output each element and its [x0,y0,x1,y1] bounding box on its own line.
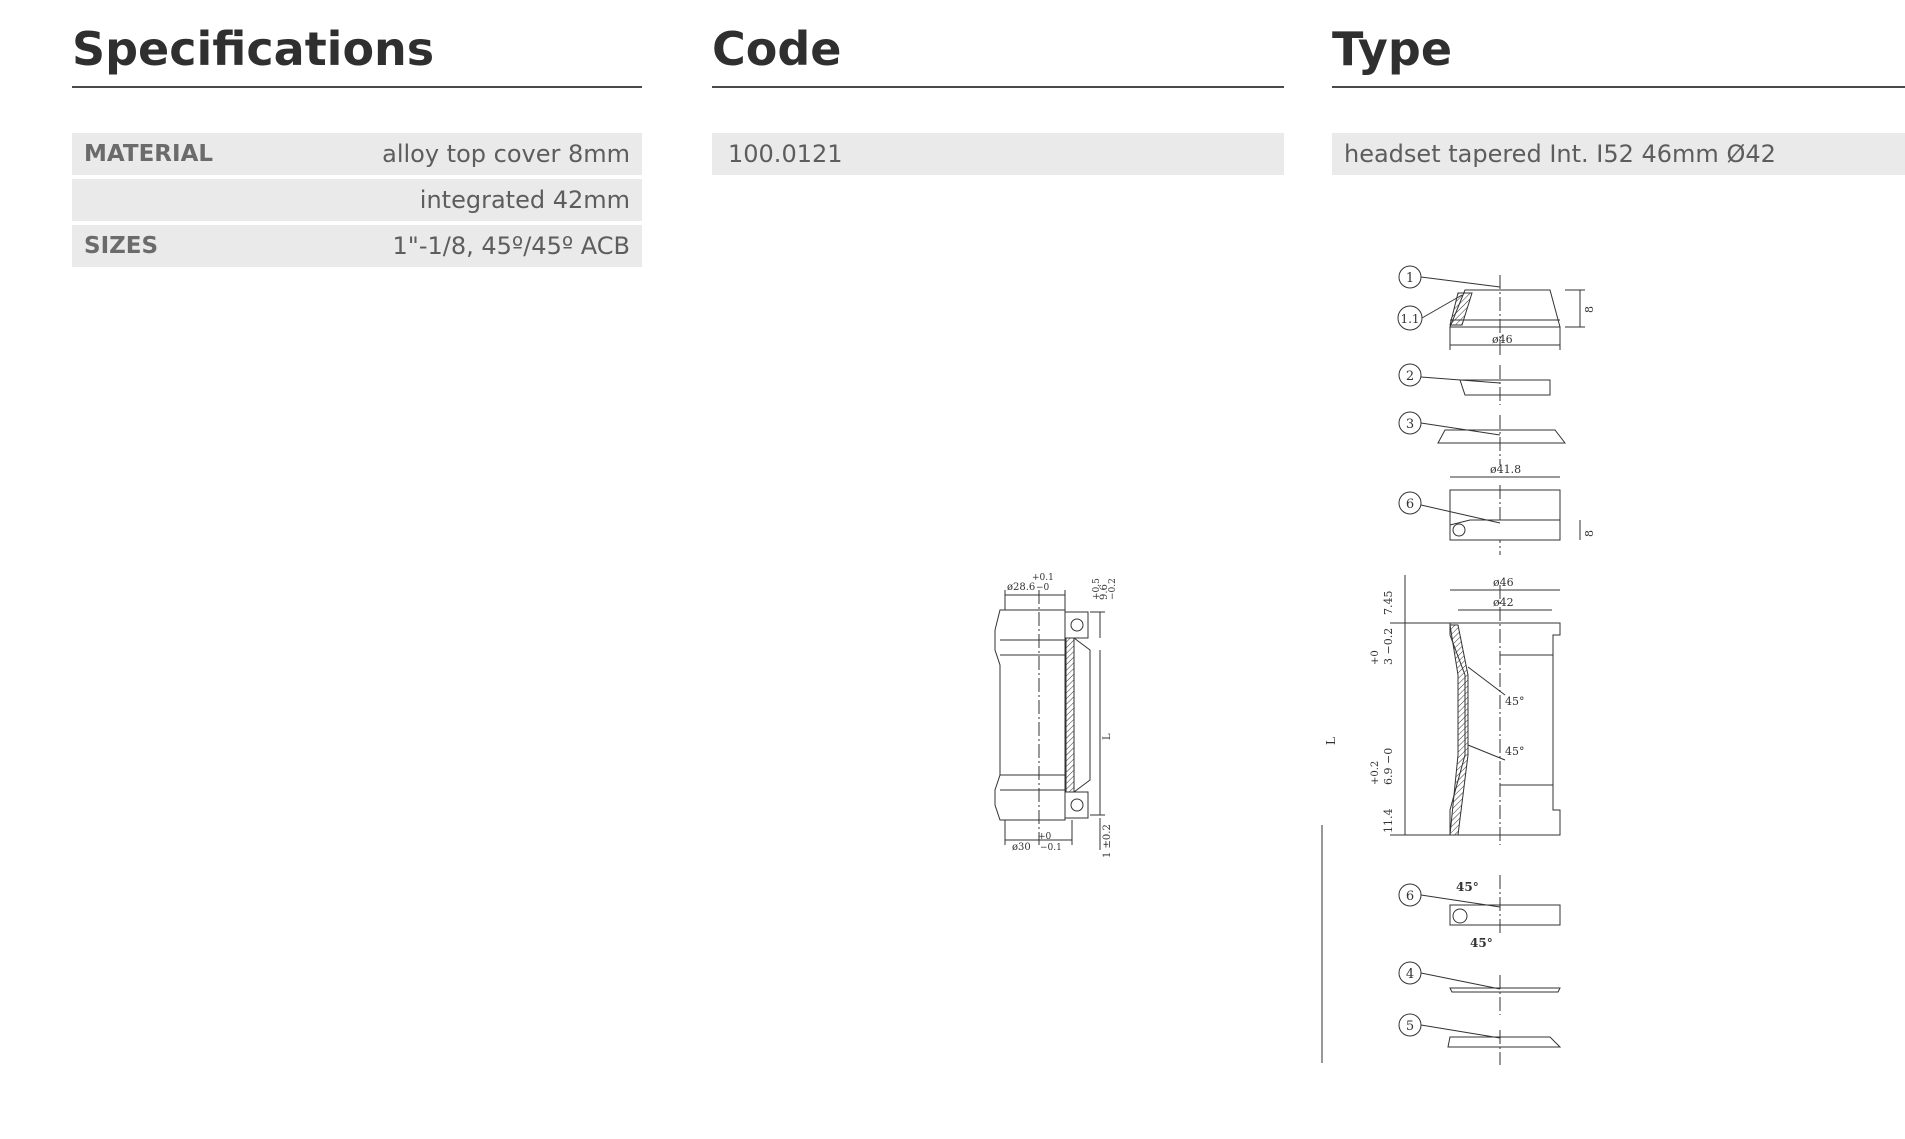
dim-height: 9.6 [1099,584,1110,600]
dim-cup-outer: ø46 [1493,576,1514,589]
dim-bearing-diameter: ø41.8 [1490,463,1522,476]
dim-bottom-diameter: ø30 [1012,842,1031,853]
dim-bottom-height: 1 ±0.2 [1102,824,1113,858]
callout-2: 2 [1405,369,1415,384]
dim-bottom-tol-minus: −0.1 [1040,843,1062,853]
spec-value: integrated 42mm [419,186,630,214]
angle-bearing-bottom: 45° [1470,936,1493,950]
type-value: headset tapered Int. I52 46mm Ø42 [1344,140,1776,168]
code-value: 100.0121 [728,140,843,168]
exploded-headset-drawing [1310,255,1610,1070]
angle-upper: 45° [1505,695,1525,708]
spec-label: SIZES [84,233,159,259]
dim-top-cover-height: 8 [1583,306,1596,313]
dim-top-cover-diameter: ø46 [1492,333,1513,346]
dim-upper-tol-plus: +0 [1370,650,1381,665]
dim-height-tol-plus: +0.5 [1092,578,1102,600]
dim-bottom-tol-plus: +0 [1038,832,1052,842]
dim-top-tol-plus: +0.1 [1032,573,1054,583]
callout-5: 5 [1405,1019,1415,1034]
dim-upper-tol: 3 −0.2 [1382,627,1395,665]
title-divider [712,86,1284,88]
code-row [712,133,1284,175]
dim-cup-inner: ø42 [1493,596,1514,609]
dim-lower-tol: 6.9 −0 [1382,747,1395,785]
spec-value: alloy top cover 8mm [382,140,630,168]
dim-height-tol-minus: −0.2 [1108,578,1118,600]
dim-lower-tol-plus: +0.2 [1370,760,1381,785]
callout-6-bottom: 6 [1405,889,1415,904]
spec-row-material [72,133,642,175]
callout-4: 4 [1405,967,1415,982]
callout-6-top: 6 [1405,497,1415,512]
spec-row-sizes [72,225,642,267]
dim-bottom-offset: 11.4 [1382,808,1395,833]
title-divider [72,86,642,88]
dim-length-exploded: L [1324,737,1338,745]
dim-top-diameter: ø28.6 [1007,582,1036,593]
type-row [1332,133,1905,175]
angle-lower: 45° [1505,745,1525,758]
dim-bearing-height: 8 [1583,530,1596,537]
specifications-title: Specifications [72,22,435,76]
dim-length: L [1102,733,1113,740]
callout-3: 3 [1405,417,1415,432]
spec-value: 1"-1/8, 45º/45º ACB [392,232,630,260]
angle-bearing-top: 45° [1456,880,1479,894]
type-title: Type [1332,22,1453,76]
spec-label: MATERIAL [84,141,214,167]
callout-1-1: 1.1 [1400,312,1420,326]
dim-top-tol-minus: −0 [1036,583,1050,593]
assembled-headset-drawing [960,550,1150,860]
code-title: Code [712,22,842,76]
spec-row-material-cont [72,179,642,221]
callout-1: 1 [1405,271,1415,286]
title-divider [1332,86,1905,88]
dim-top-offset: 7.45 [1382,590,1395,615]
